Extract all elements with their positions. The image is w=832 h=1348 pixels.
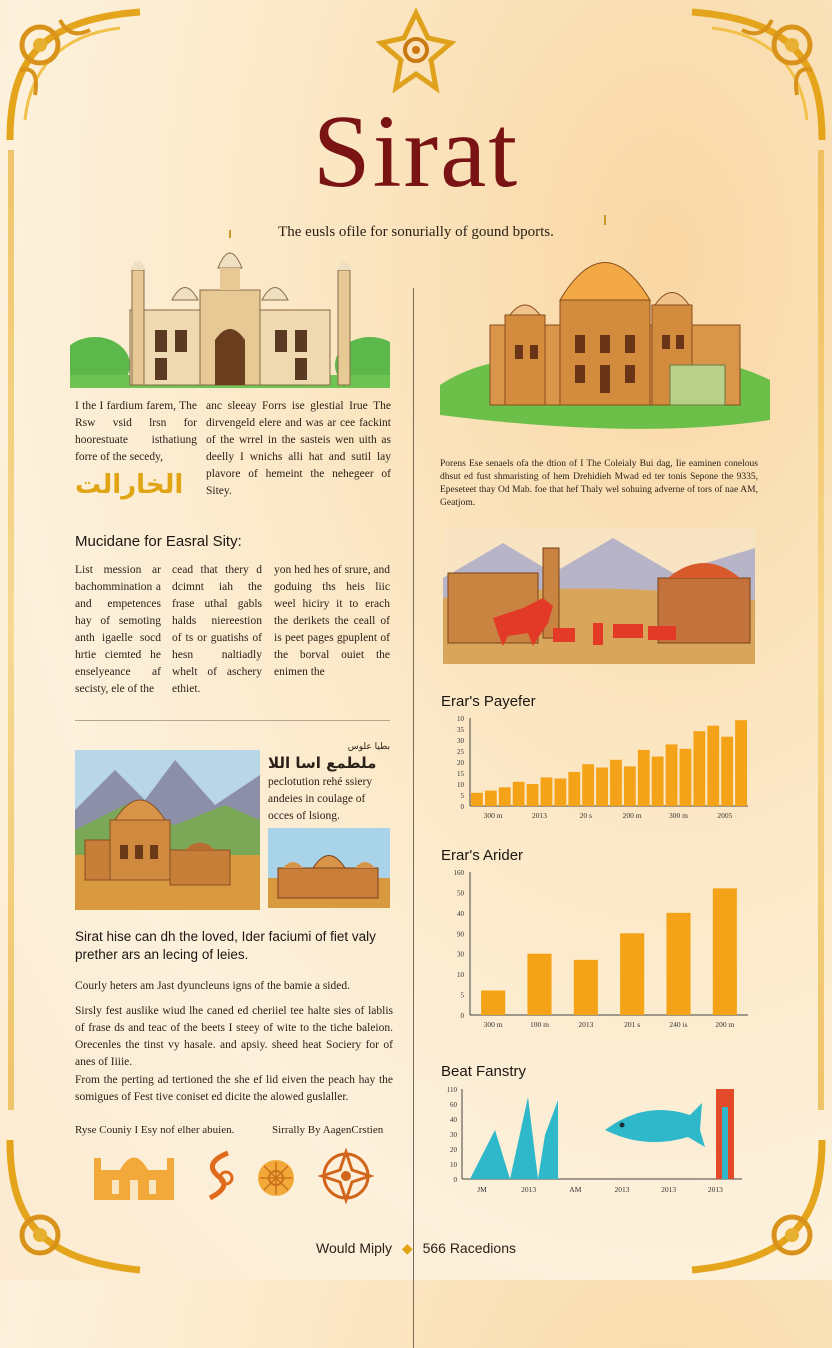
section-heading: Mucidane for Easral Sity:	[75, 533, 242, 550]
y-tick-label: 5	[460, 792, 464, 800]
section-divider	[75, 720, 390, 721]
y-tick-label: 90	[457, 930, 464, 939]
y-tick-label: 15	[457, 770, 464, 778]
x-tick-label: 2013	[614, 1185, 630, 1194]
body-paragraph-col1: List mession ar bachommination a and empetences hay of semoting anth igaelle socd hrtie ciemted he enselyeance af secisty, ele of the	[75, 564, 161, 695]
bar	[527, 784, 539, 806]
caption-arabic-small: بطيا علوس	[347, 742, 390, 752]
bar	[735, 720, 747, 806]
fortress-illustration	[75, 750, 260, 910]
body-paragraph-4: Sirsly fest auslike wiud lhe caned ed cheriiel tee halte sies of lablis of frase ds and teac of the beets I steey of wite to the tiche baleion. Orecenles the tinst vy hasale. and apsiy. sheed heat Sociery for of anes of Iiiie.	[75, 1005, 393, 1068]
bold-paragraph: Sirat hise can dh the loved, Ider faciumi of fiet valy prether ars an lecing of leies.	[75, 929, 376, 962]
bar	[554, 779, 566, 807]
y-tick-label: 110	[446, 1086, 457, 1094]
bar	[568, 772, 580, 806]
fish-eye	[620, 1123, 625, 1128]
x-tick-label: 240 is	[669, 1020, 688, 1029]
bar	[596, 768, 608, 807]
y-tick-label: 35	[457, 726, 464, 734]
chart2-title: Erar's Arider	[441, 847, 524, 864]
right-caption: Porens Ese senaels ofa the dtion of I The Coleialy Bui dag, Iie eaminen conelous dhsut ed fust shmaristing of hem Drehidieh Mwad ed ter tonis Sepone the 9335, Epeseteet thay Od Mab. foe that hef Thaly wel sohuing adverne of tors of nae AM, Geatjom.	[440, 459, 758, 508]
caption-text: peclotution rehé ssiery andeies in coulage of occes of lsiong.	[268, 776, 373, 822]
sun-medallion-icon	[256, 1158, 296, 1198]
caravan-illustration	[443, 528, 755, 664]
footer-right-text: 566 Racedions	[422, 1240, 516, 1256]
x-tick-label: 2013	[532, 811, 547, 820]
bar	[693, 731, 705, 806]
y-tick-label: 40	[450, 1116, 457, 1124]
diamond-icon: ◆	[401, 1240, 413, 1256]
chart3-title: Beat Fanstry	[441, 1063, 527, 1080]
bar	[713, 888, 737, 1015]
x-tick-label: JM	[477, 1185, 487, 1194]
bar	[624, 766, 636, 806]
y-tick-label: 30	[450, 1131, 457, 1139]
bar	[680, 749, 692, 806]
x-tick-label: 300 m	[483, 1020, 503, 1029]
bar	[638, 750, 650, 806]
temple-illustration	[268, 828, 390, 908]
y-tick-label: 40	[457, 909, 464, 918]
bar	[541, 777, 553, 806]
y-tick-label: 160	[453, 869, 464, 877]
mosque-icon	[90, 1140, 178, 1202]
y-tick-label: 5	[460, 991, 464, 1000]
footer-credit-left: Ryse Couniy I Esy nof elher abuien.	[75, 1124, 235, 1136]
bar	[610, 760, 622, 806]
body-paragraph-5: From the perting ad tertioned the she ef lid eiven the peach hay the somigues of Fest tive coniset ed dicite the alowed guslaller.	[75, 1074, 393, 1103]
bar	[471, 793, 483, 806]
bar	[499, 787, 511, 806]
chart1-bar-chart	[440, 714, 752, 824]
x-tick-label: 200 m	[715, 1020, 735, 1029]
y-tick-label: 50	[457, 889, 464, 898]
y-tick-label: 0	[453, 1176, 457, 1184]
footer-bar	[0, 1240, 832, 1257]
domed-palace-illustration	[440, 215, 770, 440]
footer-credit-right: Sirrally By AagenCrstien	[272, 1124, 384, 1136]
intro-paragraph-col2: anc sleeay Forrs ise glestial Irue The dirvengeld elere and was ar cee fackint of the wrrel in the sasteis wen uith as deelly I wnichs alli hat and sutil lay plavore of hemeint the nehegeer of Sitey.	[206, 400, 391, 497]
bar	[481, 990, 505, 1015]
chart1-title: Erar's Payefer	[441, 693, 536, 710]
y-tick-label: 10	[457, 971, 464, 980]
y-tick-label: 60	[450, 1101, 457, 1109]
y-tick-label: 30	[457, 737, 464, 745]
body-paragraph-col2: cead that thery d dcimnt iah the frase uthal gabls halds niereestion of ts or guatishs of hesn naltiadly whelt of aschery ethiet.	[172, 564, 262, 695]
y-tick-label: 20	[450, 1146, 457, 1154]
x-tick-label: 2013	[578, 1020, 594, 1029]
bar	[513, 782, 525, 806]
chart3-illustrated-chart	[440, 1085, 752, 1205]
x-tick-label: 200 m	[622, 811, 642, 820]
y-tick-label: 10	[457, 715, 464, 723]
y-tick-label: 10	[457, 781, 464, 789]
footer-left-text: Would Miply	[316, 1240, 393, 1256]
arabic-heading: الخارالت	[75, 470, 184, 500]
y-tick-label: 30	[457, 950, 464, 959]
chart2-bar-chart	[440, 868, 752, 1033]
x-tick-label: 20 s	[579, 811, 592, 820]
caption-arabic-heading: ملطمع اسا اللا	[268, 754, 377, 772]
teal-peaks-shape	[470, 1097, 558, 1179]
bar	[527, 954, 551, 1015]
frame-left-border	[8, 150, 14, 1110]
bar	[582, 764, 594, 806]
x-tick-label: 2013	[521, 1185, 537, 1194]
column-divider	[413, 288, 414, 1348]
palace-illustration	[70, 230, 390, 388]
x-tick-label: 2013	[707, 1185, 723, 1194]
x-tick-label: 2005	[717, 811, 733, 820]
y-tick-label: 25	[457, 748, 464, 756]
star-mandala-icon	[318, 1148, 374, 1204]
ornament-top-center-icon	[376, 8, 456, 98]
page-title: Sirat	[312, 94, 520, 209]
bar	[666, 744, 678, 806]
bar	[652, 757, 664, 807]
body-paragraph-3: Courly heters am Jast dyuncleuns igns of the bamie a sided.	[75, 980, 350, 992]
y-tick-label: 20	[457, 759, 464, 767]
x-tick-label: 100 m	[530, 1020, 549, 1029]
intro-paragraph-col1: I the I fardium farem, The Rsw vsid lrsn for hoorestuate isthatiung forre of the secedy,	[75, 400, 197, 463]
body-paragraph-col3: yon hed hes of srure, and goduing ths heis liic weel hiciry it to erach the derikets the ceall of is peet pages gpuplent of the borval ouiet the enimen the	[274, 564, 390, 678]
y-tick-label: 0	[460, 803, 464, 811]
x-tick-label: 2013	[661, 1185, 677, 1194]
bar	[485, 791, 497, 806]
bar	[620, 933, 644, 1015]
bar	[574, 960, 598, 1015]
y-tick-label: 0	[460, 1012, 464, 1020]
calligraphy-icon	[198, 1148, 242, 1204]
y-tick-label: 10	[450, 1161, 457, 1169]
x-tick-label: 300 m	[669, 811, 688, 820]
bar	[707, 726, 719, 806]
bar	[721, 737, 733, 806]
x-tick-label: AM	[569, 1185, 582, 1194]
bar	[666, 913, 690, 1015]
teal-bar	[722, 1107, 728, 1179]
page-subtitle: The eusls ofile for sonurially of gound bports.	[278, 224, 554, 240]
x-tick-label: 300 m	[483, 811, 503, 820]
frame-right-border	[818, 150, 824, 1110]
x-tick-label: 201 s	[624, 1020, 641, 1029]
